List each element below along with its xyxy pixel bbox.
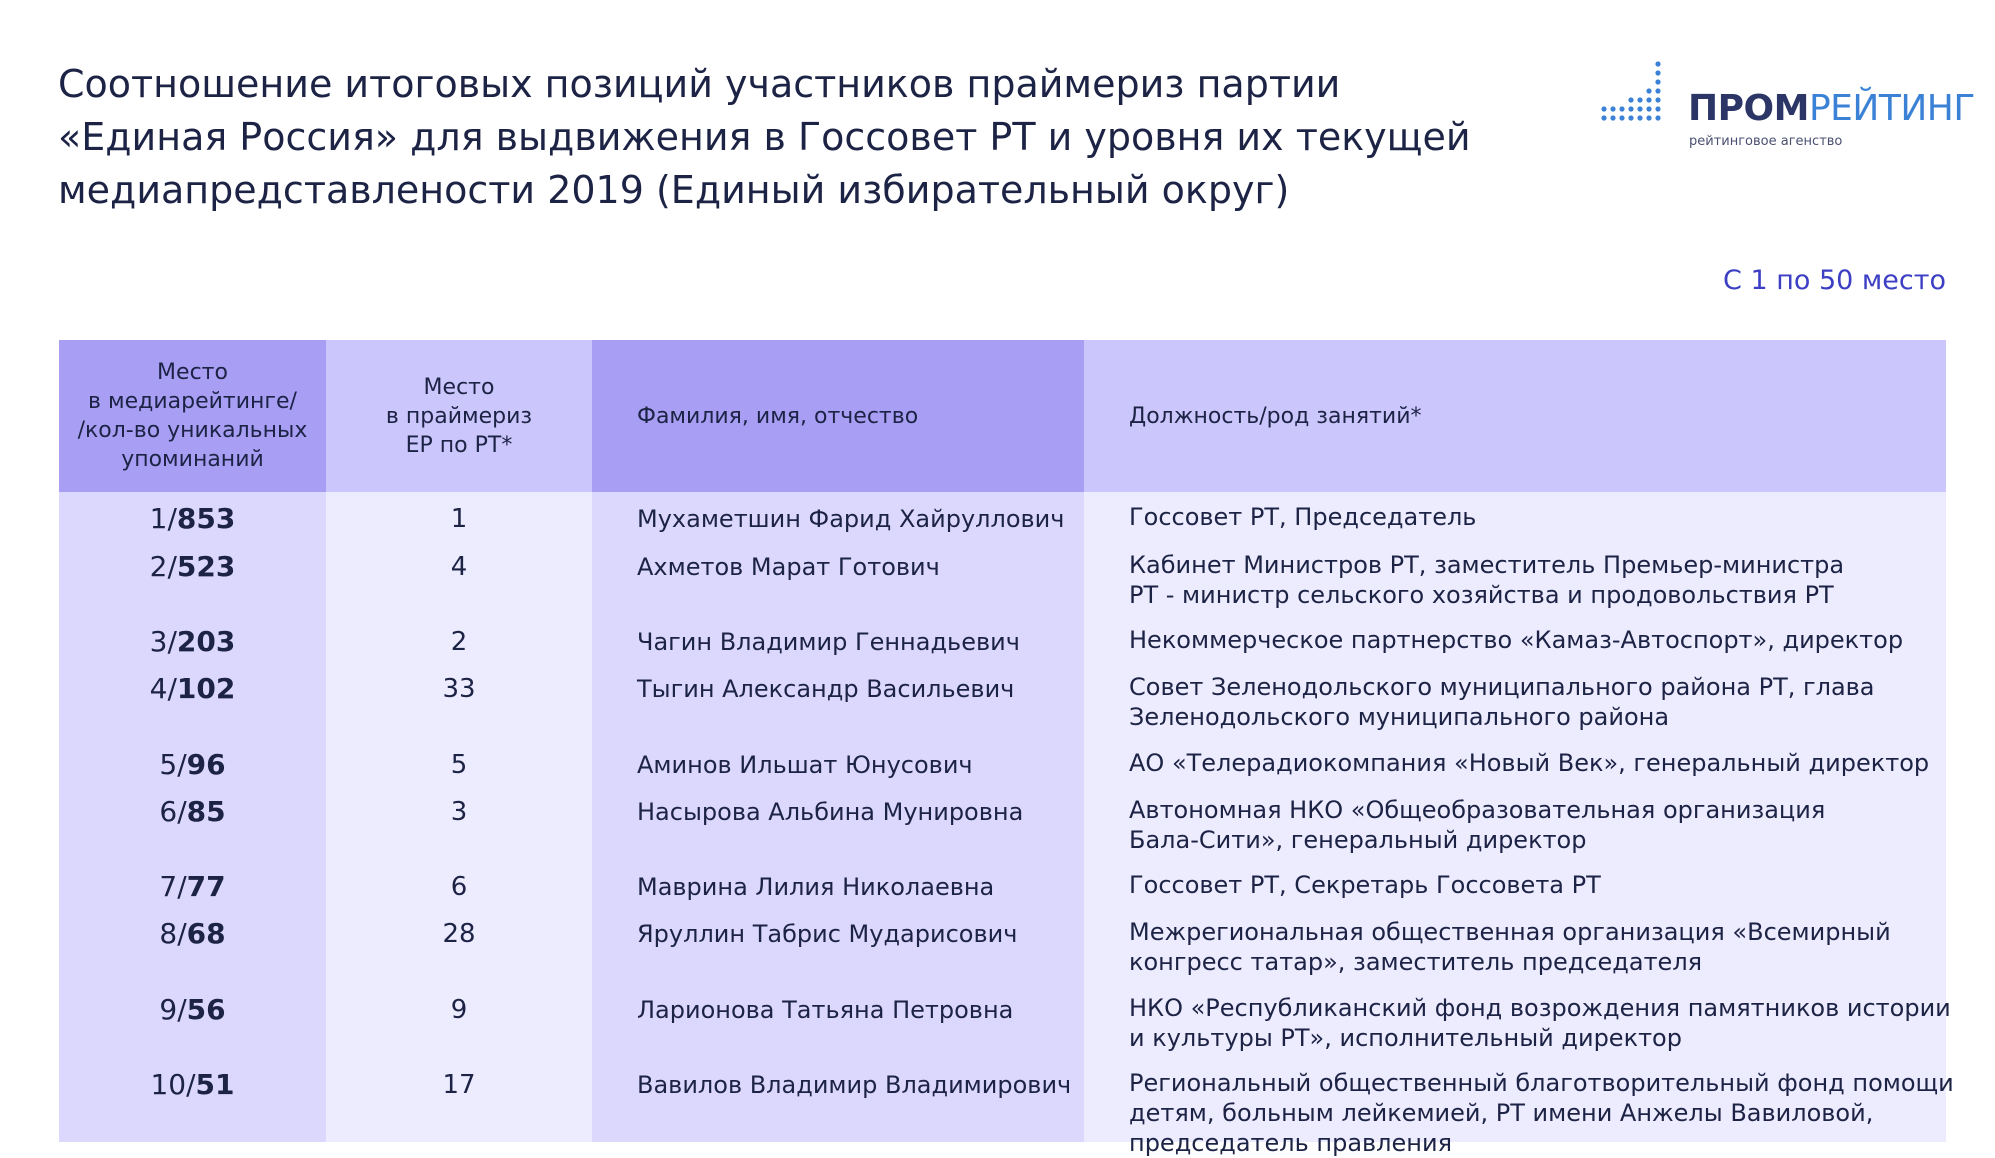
logo-dot (1646, 88, 1651, 93)
position-line: детям, больным лейкемией, РТ имени Анжелы Вавиловой, (1129, 1099, 1874, 1127)
row-position (1129, 917, 1891, 977)
logo-dot (1646, 97, 1651, 102)
logo-dot (1610, 106, 1615, 111)
rank-place: 9/ (159, 993, 187, 1026)
position-line: НКО «Республиканский фонд возрождения памятников истории (1129, 994, 1951, 1022)
rank-place: 8/ (159, 917, 187, 950)
position-line: Бала-Сити», генеральный директор (1129, 826, 1587, 854)
rank-mentions: 102 (176, 672, 236, 705)
header-rank-line: /кол-во уникальных (77, 418, 308, 443)
rank-mentions: 68 (186, 917, 226, 950)
rank-place: 1/ (149, 502, 177, 535)
position-line: Госсовет РТ, Секретарь Госсовета РТ (1129, 871, 1601, 899)
row-rank (59, 672, 326, 705)
logo-dot (1637, 115, 1642, 120)
logo-dot (1655, 88, 1660, 93)
logo-dot (1628, 97, 1633, 102)
row-primaries: 9 (450, 995, 468, 1025)
rank-mentions: 523 (176, 550, 236, 583)
row-name: Чагин Владимир Геннадьевич (637, 628, 1020, 656)
position-line: Межрегиональная общественная организация «Всемирный (1129, 918, 1891, 946)
logo-dot (1637, 97, 1642, 102)
row-primaries: 2 (450, 627, 468, 657)
row-name: Мухаметшин Фарид Хайруллович (637, 505, 1065, 533)
row-primaries: 3 (450, 797, 468, 827)
row-name: Маврина Лилия Николаевна (637, 873, 995, 901)
title-line: медиапредставлености 2019 (Единый избирательный округ) (58, 168, 1290, 212)
header-rank-line: Место (157, 360, 228, 385)
position-line: Госсовет РТ, Председатель (1129, 503, 1477, 531)
row-rank (59, 625, 326, 658)
row-position (1129, 672, 1875, 732)
logo-dot (1628, 115, 1633, 120)
logo-dot (1601, 115, 1606, 120)
position-line: АО «Телерадиокомпания «Новый Век», генеральный директор (1129, 749, 1930, 777)
rank-mentions: 51 (195, 1068, 235, 1101)
row-position (1129, 795, 1825, 855)
header-name: Фамилия, имя, отчество (637, 403, 919, 429)
logo-tagline: рейтинговое агенство (1689, 134, 1843, 149)
header-primaries (326, 340, 592, 492)
row-rank (59, 1068, 326, 1101)
logo-dot (1628, 106, 1633, 111)
position-line: РТ - министр сельского хозяйства и продовольствия РТ (1129, 581, 1834, 609)
header-rank-line: в медиарейтинге/ (88, 389, 297, 414)
logo-name-bold: ПРОМ (1688, 88, 1809, 129)
position-line: конгресс татар», заместитель председателя (1129, 948, 1703, 976)
logo-dot (1637, 106, 1642, 111)
header-primaries-line: ЕР по РТ* (405, 432, 513, 458)
row-position (1129, 870, 1601, 900)
bar-chart-logo-icon (1600, 56, 1662, 122)
logo-dot (1655, 106, 1660, 111)
row-primaries: 6 (450, 872, 468, 902)
title-line: Соотношение итоговых позиций участников праймериз партии (58, 62, 1341, 106)
row-name: Яруллин Табрис Мударисович (637, 920, 1018, 948)
row-name: Вавилов Владимир Владимирович (637, 1071, 1072, 1099)
logo-dot (1655, 97, 1660, 102)
row-rank (59, 870, 326, 903)
row-name: Ларионова Татьяна Петровна (637, 996, 1014, 1024)
logo-dot (1655, 115, 1660, 120)
logo-dot (1601, 106, 1606, 111)
header-primaries-line: Место (423, 374, 495, 400)
header-rank (59, 340, 326, 492)
row-position (1129, 748, 1929, 778)
row-position (1129, 993, 1951, 1053)
results-table (59, 340, 1954, 1157)
rank-place: 3/ (149, 625, 177, 658)
rank-place: 2/ (149, 550, 177, 583)
row-name: Ахметов Марат Готович (637, 553, 940, 581)
logo-dot (1646, 115, 1651, 120)
position-line: Совет Зеленодольского муниципального района РТ, глава (1129, 673, 1875, 701)
rank-place: 4/ (149, 672, 177, 705)
rank-mentions: 853 (176, 502, 236, 535)
logo-dot (1619, 115, 1624, 120)
header-position: Должность/род занятий* (1129, 403, 1422, 429)
logo-dot (1655, 61, 1660, 66)
rank-mentions: 85 (186, 795, 226, 828)
logo-dot (1655, 79, 1660, 84)
row-rank (59, 917, 326, 950)
row-primaries: 5 (450, 750, 468, 780)
page-title (58, 58, 1518, 217)
row-position (1129, 502, 1476, 532)
logo-dot (1619, 106, 1624, 111)
row-position (1129, 625, 1903, 655)
position-line: Некоммерческое партнерство «Камаз-Автоспорт», директор (1129, 626, 1904, 654)
row-name: Насырова Альбина Мунировна (637, 798, 1024, 826)
rank-place: 7/ (159, 870, 187, 903)
row-rank (59, 748, 326, 781)
row-primaries: 1 (450, 504, 468, 534)
logo-dot (1655, 70, 1660, 75)
rank-place: 5/ (159, 748, 187, 781)
position-line: Кабинет Министров РТ, заместитель Премьер-министра (1129, 551, 1845, 579)
position-line: Автономная НКО «Общеобразовательная организация (1129, 796, 1826, 824)
row-primaries: 28 (442, 919, 476, 949)
row-name: Аминов Ильшат Юнусович (637, 751, 973, 779)
rank-mentions: 96 (186, 748, 226, 781)
title-line: «Единая Россия» для выдвижения в Госсовет РТ и уровня их текущей (58, 115, 1471, 159)
rank-mentions: 56 (186, 993, 226, 1026)
row-rank (59, 993, 326, 1026)
row-rank (59, 795, 326, 828)
row-position (1129, 550, 1844, 610)
rank-mentions: 203 (176, 625, 236, 658)
header-rank-line: упоминаний (121, 447, 264, 472)
row-primaries: 33 (442, 674, 476, 704)
position-line: председатель правления (1129, 1129, 1453, 1157)
logo-dot (1646, 106, 1651, 111)
rank-place: 6/ (159, 795, 187, 828)
position-line: Зеленодольского муниципального района (1129, 703, 1670, 731)
logo-dot (1610, 115, 1615, 120)
row-rank (59, 502, 326, 535)
header-primaries-line: в праймериз (385, 403, 533, 429)
position-line: Региональный общественный благотворительный фонд помощи (1129, 1069, 1954, 1097)
row-position (1129, 1068, 1954, 1158)
company-logo (1600, 56, 1975, 156)
position-line: и культуры РТ», исполнительный директор (1129, 1024, 1682, 1052)
range-label: С 1 по 50 место (1723, 265, 1946, 296)
row-rank (59, 550, 326, 583)
row-name: Тыгин Александр Васильевич (637, 675, 1015, 703)
logo-name-light: РЕЙТИНГ (1808, 88, 1975, 129)
rank-place: 10/ (150, 1068, 196, 1101)
logo-wordmark (1688, 88, 1975, 129)
rank-mentions: 77 (186, 870, 226, 903)
row-primaries: 17 (442, 1070, 476, 1100)
row-primaries: 4 (450, 552, 468, 582)
